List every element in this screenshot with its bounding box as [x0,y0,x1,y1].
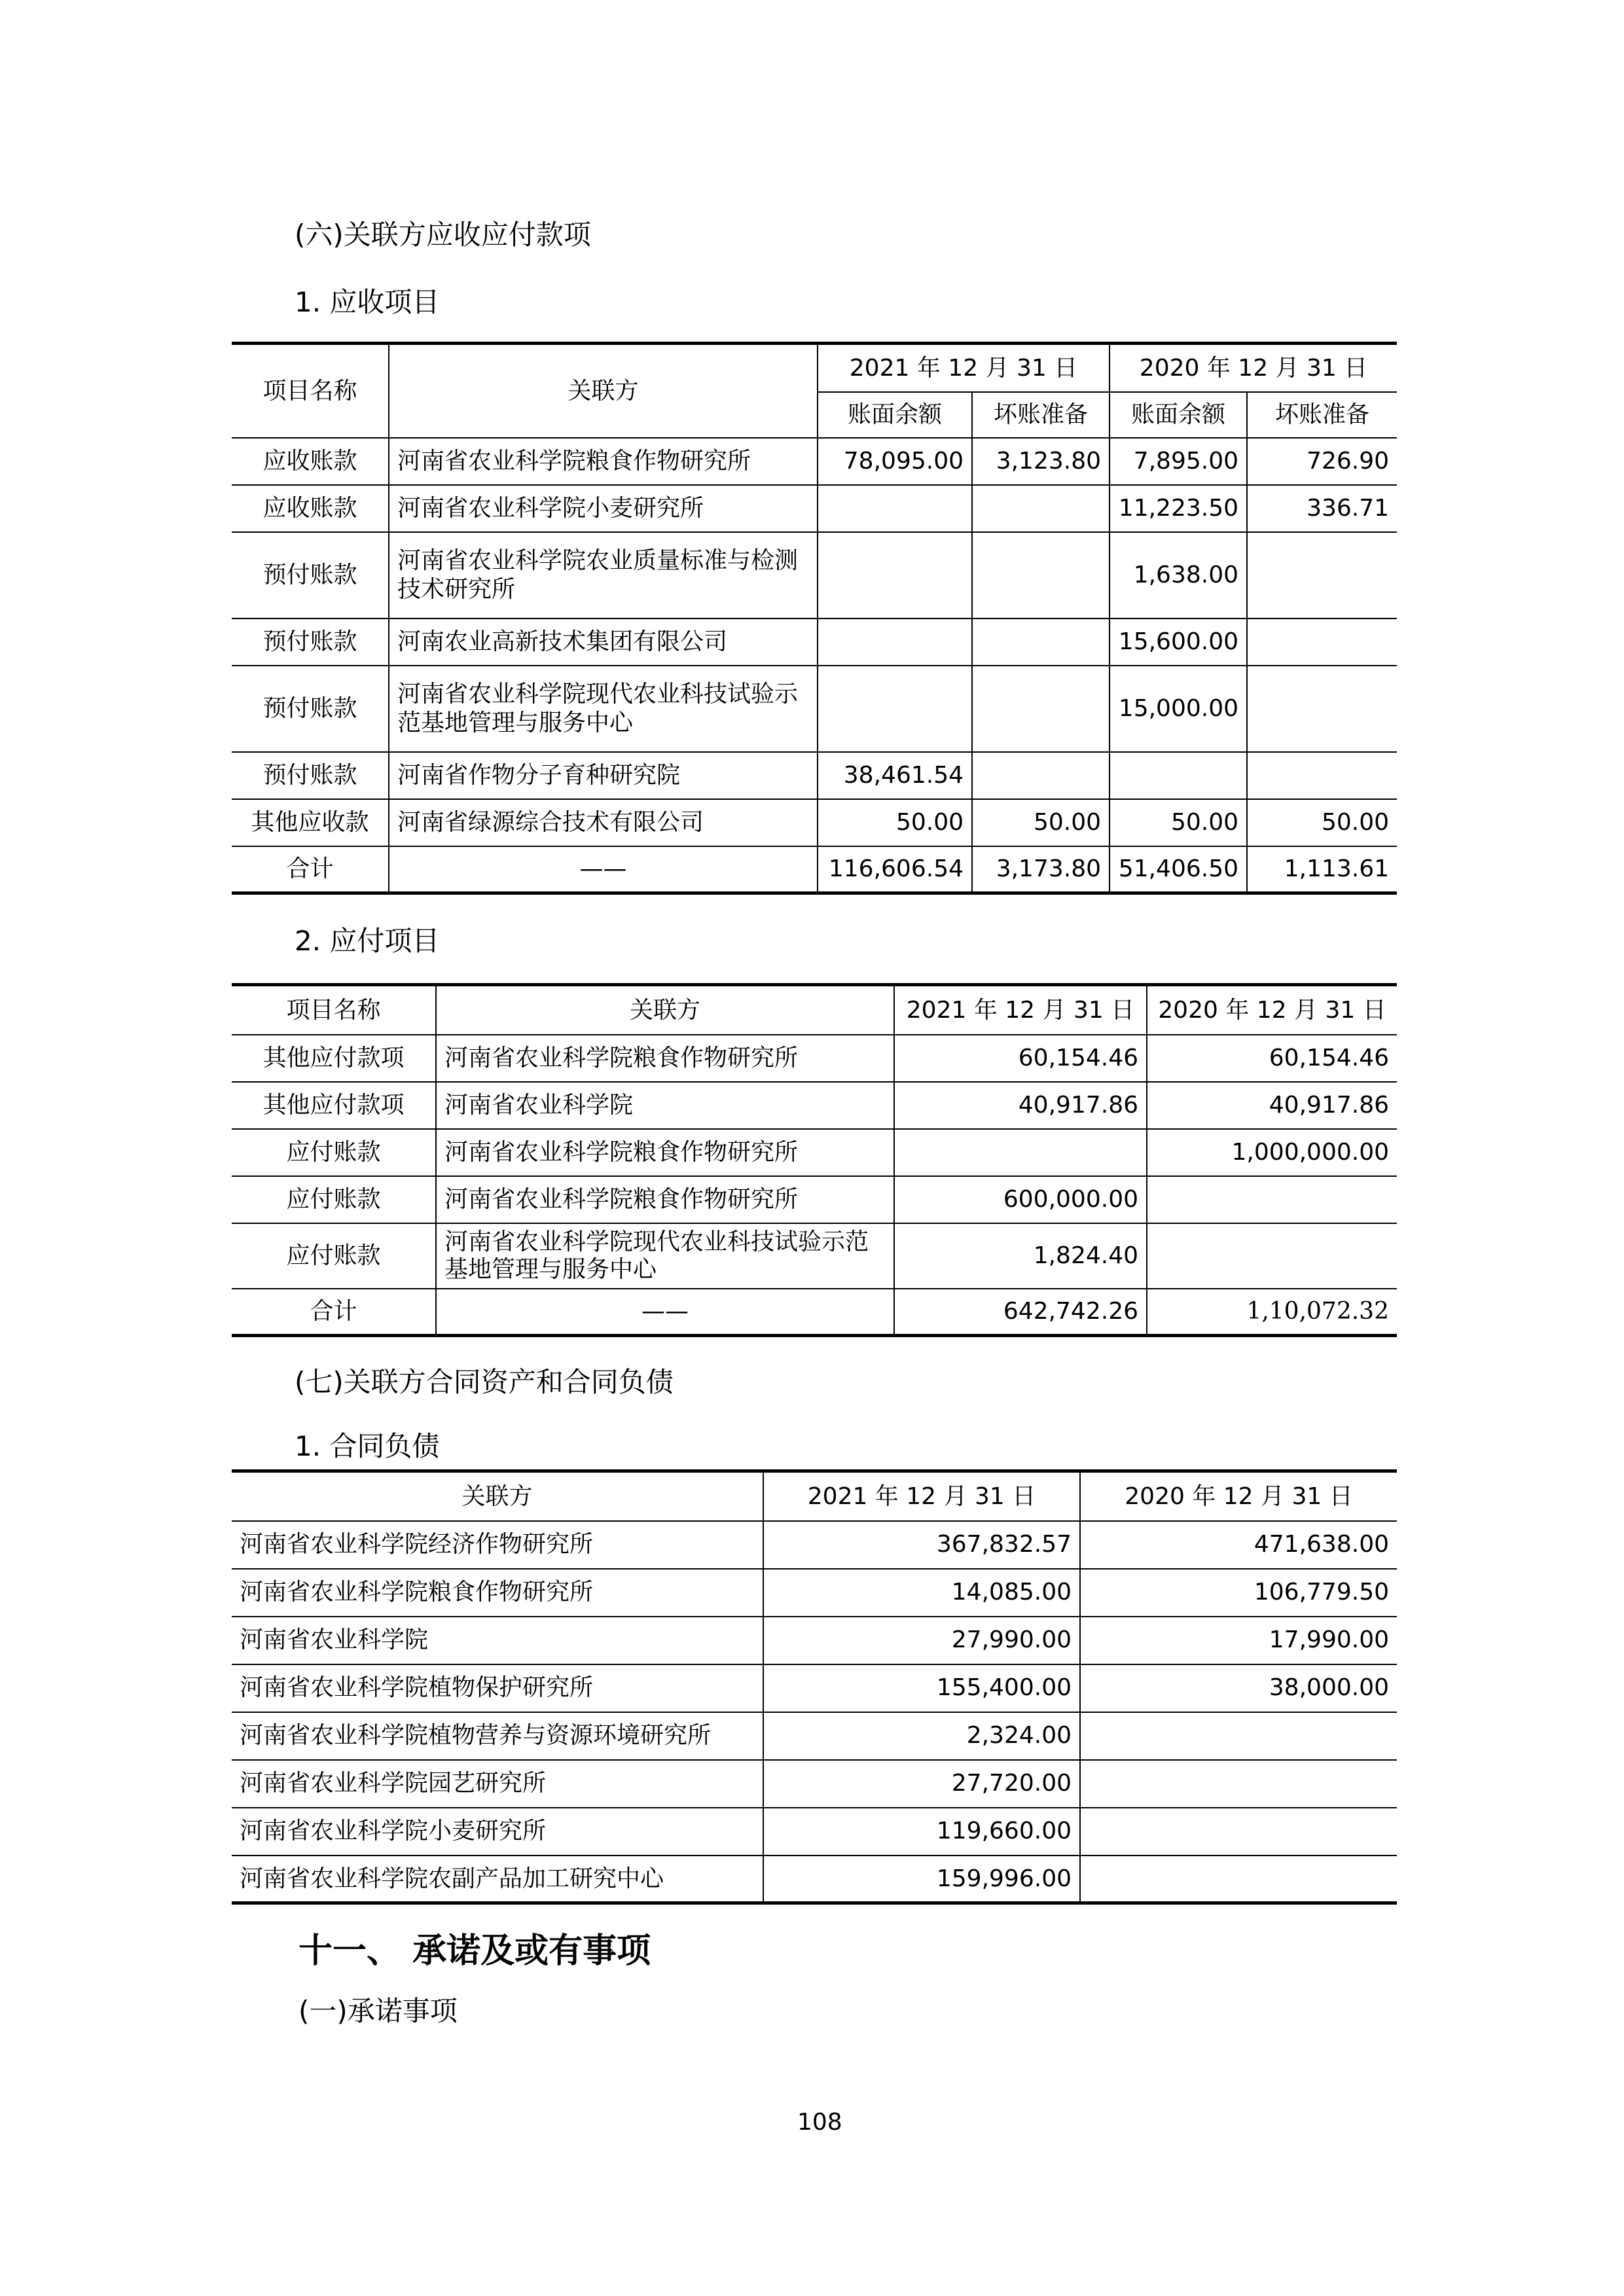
cell-2020 [1080,1808,1397,1856]
cell-item: 其他应付款项 [232,1082,436,1129]
contract-header-row [232,1471,1397,1521]
col-header-2020: 2020 年 12 月 31 日 [1147,985,1397,1035]
cell-total-bad-2020: 1,113.61 [1247,846,1397,893]
cell-2021: 27,990.00 [763,1617,1080,1664]
cell-item: 其他应收款 [232,799,389,846]
cell-party: 河南省农业科学院经济作物研究所 [232,1521,763,1569]
col-header-party: 关联方 [389,344,818,438]
cell-total-label: 合计 [232,846,389,893]
cell-bad-2020: 336.71 [1247,485,1397,532]
col-header-2020: 2020 年 12 月 31 日 [1110,344,1397,392]
col-header-book-2021: 账面余额 [818,392,972,438]
cell-bad-2021 [972,485,1110,532]
payables-subtitle: 2. 应付项目 [295,925,440,957]
cell-item: 应收账款 [232,485,389,532]
cell-2020 [1080,1856,1397,1903]
contract-liabilities-subtitle: 1. 合同负债 [295,1430,440,1462]
cell-party: 河南省农业科学院园艺研究所 [232,1760,763,1808]
cell-2021: 367,832.57 [763,1521,1080,1569]
cell-2021: 2,324.00 [763,1712,1080,1760]
col-header-2021: 2021 年 12 月 31 日 [763,1471,1080,1521]
cell-bad-2021: 3,123.80 [972,438,1110,485]
cell-total-party: —— [436,1289,894,1336]
cell-2020: 106,779.50 [1080,1569,1397,1617]
payables-header-row [232,985,1397,1035]
cell-2020 [1080,1760,1397,1808]
cell-total-party: —— [389,846,818,893]
cell-2020: 38,000.00 [1080,1664,1397,1712]
cell-bad-2020: 726.90 [1247,438,1397,485]
cell-item: 预付账款 [232,752,389,799]
cell-bad-2021 [972,752,1110,799]
cell-item: 应付账款 [232,1129,436,1176]
cell-2020: 40,917.86 [1147,1082,1397,1129]
cell-bad-2021 [972,666,1110,752]
cell-bad-2020 [1247,619,1397,666]
cell-party: 河南省农业科学院植物保护研究所 [232,1664,763,1712]
cell-total-book-2020: 51,406.50 [1110,846,1247,893]
receivables-subtitle: 1. 应收项目 [295,286,440,318]
table-row [232,666,1397,752]
table-row [232,1712,1397,1760]
cell-party: 河南省农业科学院粮食作物研究所 [389,438,818,485]
receivables-table [232,342,1397,895]
cell-2021: 60,154.46 [894,1035,1147,1082]
cell-book-2020: 7,895.00 [1110,438,1247,485]
col-header-item: 项目名称 [232,985,436,1035]
cell-2021: 155,400.00 [763,1664,1080,1712]
table-row [232,799,1397,846]
contract-liabilities-table [232,1469,1397,1905]
cell-item: 预付账款 [232,619,389,666]
cell-total-book-2021: 116,606.54 [818,846,972,893]
cell-book-2021: 78,095.00 [818,438,972,485]
cell-bad-2020: 50.00 [1247,799,1397,846]
col-header-item: 项目名称 [232,344,389,438]
cell-book-2021 [818,485,972,532]
receivables-header-row-1 [232,344,1397,392]
cell-book-2020: 15,600.00 [1110,619,1247,666]
cell-2020 [1080,1712,1397,1760]
commitments-subtitle: (一)承诺事项 [298,1995,458,2027]
cell-book-2021 [818,666,972,752]
cell-party: 河南省农业科学院粮食作物研究所 [232,1569,763,1617]
col-header-book-2020: 账面余额 [1110,392,1247,438]
cell-party: 河南省作物分子育种研究院 [389,752,818,799]
cell-total-2021: 642,742.26 [894,1289,1147,1336]
cell-party: 河南省绿源综合技术有限公司 [389,799,818,846]
col-header-bad-2020: 坏账准备 [1247,392,1397,438]
cell-book-2021: 38,461.54 [818,752,972,799]
table-row [232,1856,1397,1903]
cell-book-2021: 50.00 [818,799,972,846]
col-header-party: 关联方 [232,1471,763,1521]
cell-item: 其他应付款项 [232,1035,436,1082]
cell-total-label: 合计 [232,1289,436,1336]
cell-item: 应付账款 [232,1176,436,1223]
cell-2021 [894,1129,1147,1176]
table-row [232,485,1397,532]
cell-party: 河南省农业科学院粮食作物研究所 [436,1035,894,1082]
table-row [232,1176,1397,1223]
page-number: 108 [797,2109,842,2136]
cell-book-2020 [1110,752,1247,799]
cell-total-bad-2021: 3,173.80 [972,846,1110,893]
cell-party: 河南省农业科学院现代农业科技试验示范基地管理与服务中心 [436,1223,894,1289]
cell-party: 河南省农业科学院 [232,1617,763,1664]
table-row [232,1035,1397,1082]
cell-2020: 1,000,000.00 [1147,1129,1397,1176]
table-row [232,438,1397,485]
cell-party: 河南省农业科学院现代农业科技试验示范基地管理与服务中心 [389,666,818,752]
cell-book-2020: 50.00 [1110,799,1247,846]
cell-bad-2020 [1247,532,1397,619]
cell-party: 河南省农业科学院粮食作物研究所 [436,1176,894,1223]
cell-party: 河南省农业科学院 [436,1082,894,1129]
table-row [232,619,1397,666]
cell-item: 应付账款 [232,1223,436,1289]
table-row [232,1521,1397,1569]
cell-book-2021 [818,619,972,666]
table-row [232,1129,1397,1176]
col-header-party: 关联方 [436,985,894,1035]
section-6-title: (六)关联方应收应付款项 [295,219,591,251]
cell-item: 预付账款 [232,666,389,752]
cell-2021: 14,085.00 [763,1569,1080,1617]
cell-2020: 17,990.00 [1080,1617,1397,1664]
cell-item: 预付账款 [232,532,389,619]
cell-bad-2021 [972,532,1110,619]
table-row [232,1082,1397,1129]
payables-table [232,983,1397,1337]
cell-book-2020: 11,223.50 [1110,485,1247,532]
cell-2020: 60,154.46 [1147,1035,1397,1082]
cell-2021: 119,660.00 [763,1808,1080,1856]
cell-book-2020: 15,000.00 [1110,666,1247,752]
table-row [232,1664,1397,1712]
section-7-title: (七)关联方合同资产和合同负债 [295,1366,674,1398]
cell-party: 河南省农业科学院农副产品加工研究中心 [232,1856,763,1903]
table-row [232,1569,1397,1617]
cell-total-2020: 1,10,072.32 [1147,1289,1397,1336]
cell-2020 [1147,1176,1397,1223]
table-row [232,1808,1397,1856]
total-row [232,1289,1397,1336]
cell-2021: 27,720.00 [763,1760,1080,1808]
table-row [232,1617,1397,1664]
cell-book-2020: 1,638.00 [1110,532,1247,619]
table-row [232,1760,1397,1808]
col-header-2021: 2021 年 12 月 31 日 [818,344,1110,392]
cell-2021: 40,917.86 [894,1082,1147,1129]
table-row [232,1223,1397,1289]
cell-party: 河南省农业科学院农业质量标准与检测技术研究所 [389,532,818,619]
col-header-2021: 2021 年 12 月 31 日 [894,985,1147,1035]
cell-party: 河南省农业科学院粮食作物研究所 [436,1129,894,1176]
table-row [232,532,1397,619]
cell-bad-2021: 50.00 [972,799,1110,846]
total-row [232,846,1397,893]
cell-book-2021 [818,532,972,619]
cell-2020: 471,638.00 [1080,1521,1397,1569]
cell-party: 河南省农业科学院小麦研究所 [389,485,818,532]
cell-party: 河南省农业科学院小麦研究所 [232,1808,763,1856]
section-11-title: 十一、 承诺及或有事项 [298,1931,651,1971]
cell-2021: 1,824.40 [894,1223,1147,1289]
cell-party: 河南省农业科学院植物营养与资源环境研究所 [232,1712,763,1760]
col-header-bad-2021: 坏账准备 [972,392,1110,438]
cell-bad-2020 [1247,666,1397,752]
cell-bad-2021 [972,619,1110,666]
cell-2020 [1147,1223,1397,1289]
cell-party: 河南农业高新技术集团有限公司 [389,619,818,666]
cell-item: 应收账款 [232,438,389,485]
col-header-2020: 2020 年 12 月 31 日 [1080,1471,1397,1521]
cell-2021: 600,000.00 [894,1176,1147,1223]
table-row [232,752,1397,799]
cell-bad-2020 [1247,752,1397,799]
cell-2021: 159,996.00 [763,1856,1080,1903]
